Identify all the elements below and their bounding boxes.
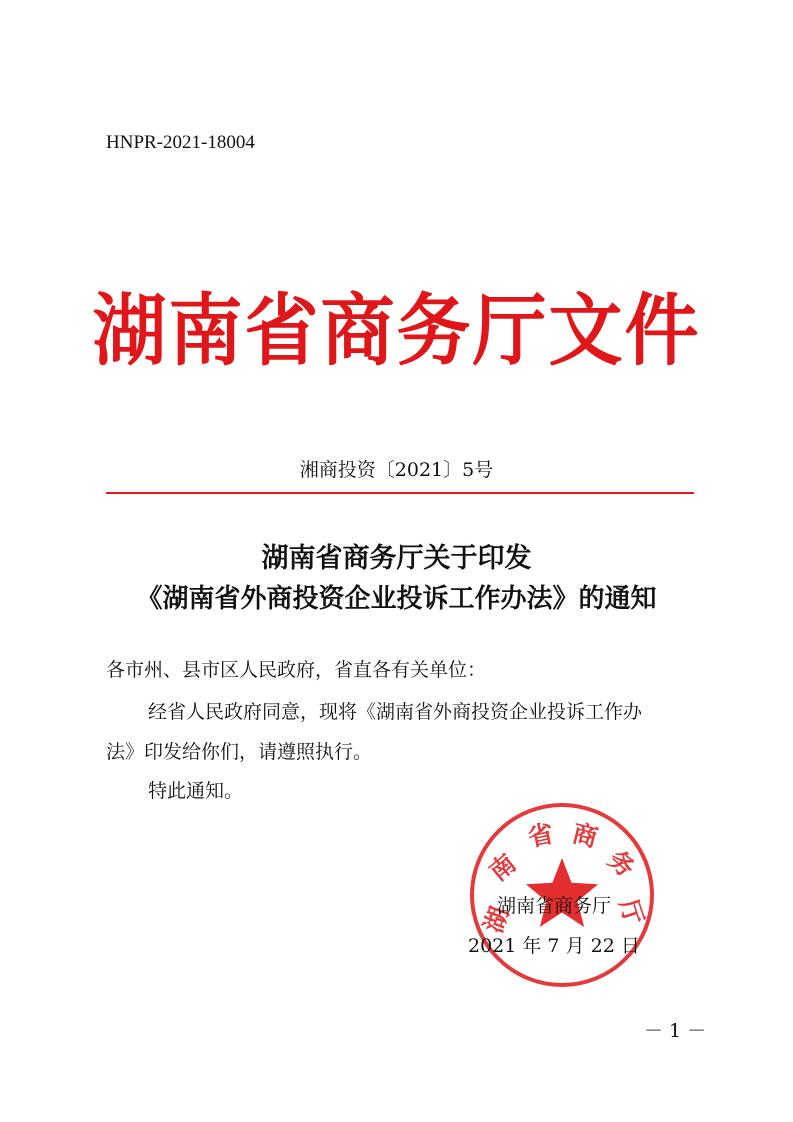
document-code: HNPR-2021-18004 xyxy=(106,132,255,153)
document-title-line-1: 湖南省商务厅关于印发 xyxy=(261,543,532,574)
svg-text:商: 商 xyxy=(569,818,601,853)
closing-line: 特此通知。 xyxy=(148,780,244,802)
agency-header-title: 湖南省商务厅文件 xyxy=(92,286,701,377)
red-divider-line xyxy=(106,492,694,494)
document-number: 湘商投资〔2021〕5号 xyxy=(299,459,494,481)
document-title-line-2: 《湖南省外商投资企业投诉工作办法》的通知 xyxy=(136,584,657,614)
addressee-line: 各市州、县市区人民政府，省直各有关单位： xyxy=(106,659,487,681)
svg-text:南: 南 xyxy=(483,848,522,887)
svg-text:省: 省 xyxy=(525,818,557,853)
body-paragraph-line-2: 法》印发给你们，请遵照执行。 xyxy=(106,741,373,763)
svg-text:厅: 厅 xyxy=(613,895,650,929)
signatory-organization: 湖南省商务厅 xyxy=(497,895,612,917)
svg-text:湖: 湖 xyxy=(478,903,515,937)
svg-text:务: 务 xyxy=(602,844,641,883)
issue-date: 2021 年 7 月 22 日 xyxy=(468,935,640,957)
page-number: － 1 － xyxy=(644,1020,707,1042)
body-paragraph-line-1: 经省人民政府同意，现将《湖南省外商投资企业投诉工作办 xyxy=(148,701,643,723)
